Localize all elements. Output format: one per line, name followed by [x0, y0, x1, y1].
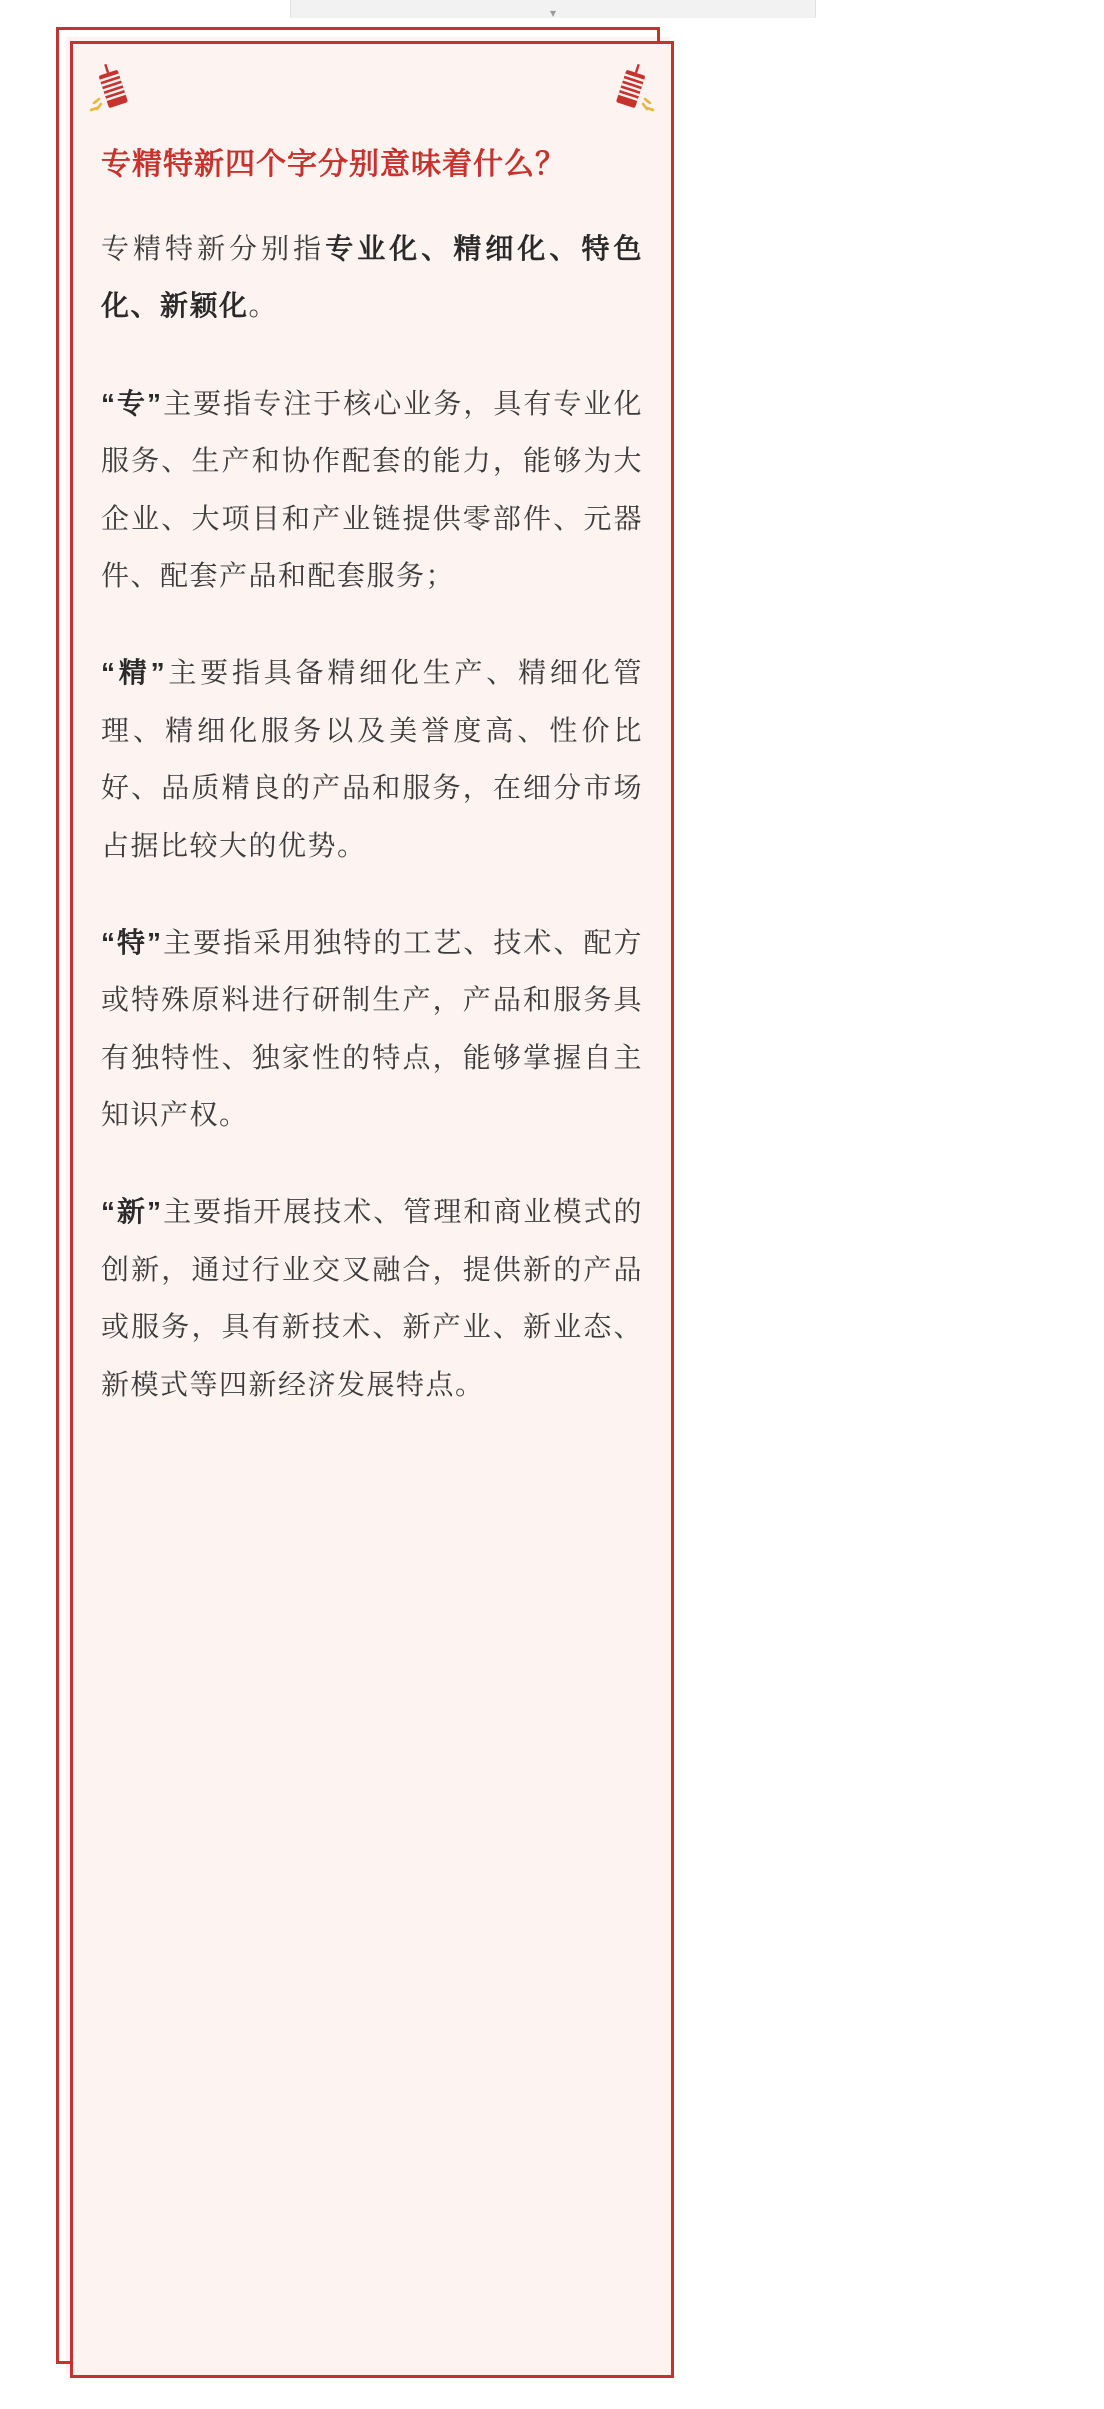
paragraph-xin: [101, 1183, 643, 1413]
top-collapsed-bar[interactable]: [0, 0, 1104, 18]
paragraph-zhuan-run-1: 主要指专注于核心业务，具有专业化服务、生产和协作配套的能力，能够为大企业、大项目和产业链提供零部件、元器件、配套产品和配套服务；: [101, 387, 643, 591]
chevron-down-icon[interactable]: ▾: [549, 6, 557, 18]
paragraph-intro: [101, 220, 643, 335]
paragraph-intro-run-2: 。: [248, 290, 279, 322]
paragraph-zhuan: [101, 375, 643, 605]
paragraph-te: [101, 914, 643, 1144]
article-body: [101, 220, 643, 1413]
paragraph-xin-run-0: “新”: [101, 1196, 163, 1228]
paragraph-intro-run-1: 专业化、精细化、特色化、新颖化: [101, 233, 643, 322]
firecracker-icon: [83, 58, 143, 118]
page-title: 专精特新四个字分别意味着什么？: [101, 148, 566, 181]
paragraph-intro-run-0: 专精特新分别指: [101, 233, 326, 264]
article-card: [70, 41, 674, 2378]
top-collapsed-bar-inner[interactable]: [290, 0, 816, 18]
paragraph-te-run-0: “特”: [101, 926, 163, 958]
article-content: [73, 44, 671, 2375]
paragraph-jing-run-0: “精”: [101, 657, 167, 689]
paragraph-xin-run-1: 主要指开展技术、管理和商业模式的创新，通过行业交叉融合，提供新的产品或服务，具有新技术、新产业、新业态、新模式等四新经济发展特点。: [101, 1196, 643, 1400]
paragraph-jing: [101, 644, 643, 874]
paragraph-te-run-1: 主要指采用独特的工艺、技术、配方或特殊原料进行研制生产，产品和服务具有独特性、独家性的特点，能够掌握自主知识产权。: [101, 926, 643, 1131]
paragraph-jing-run-1: 主要指具备精细化生产、精细化管理、精细化服务以及美誉度高、性价比好、品质精良的产品和服务，在细分市场占据比较大的优势。: [101, 657, 643, 861]
firecracker-icon: [601, 58, 661, 118]
paragraph-zhuan-run-0: “专”: [101, 387, 163, 419]
